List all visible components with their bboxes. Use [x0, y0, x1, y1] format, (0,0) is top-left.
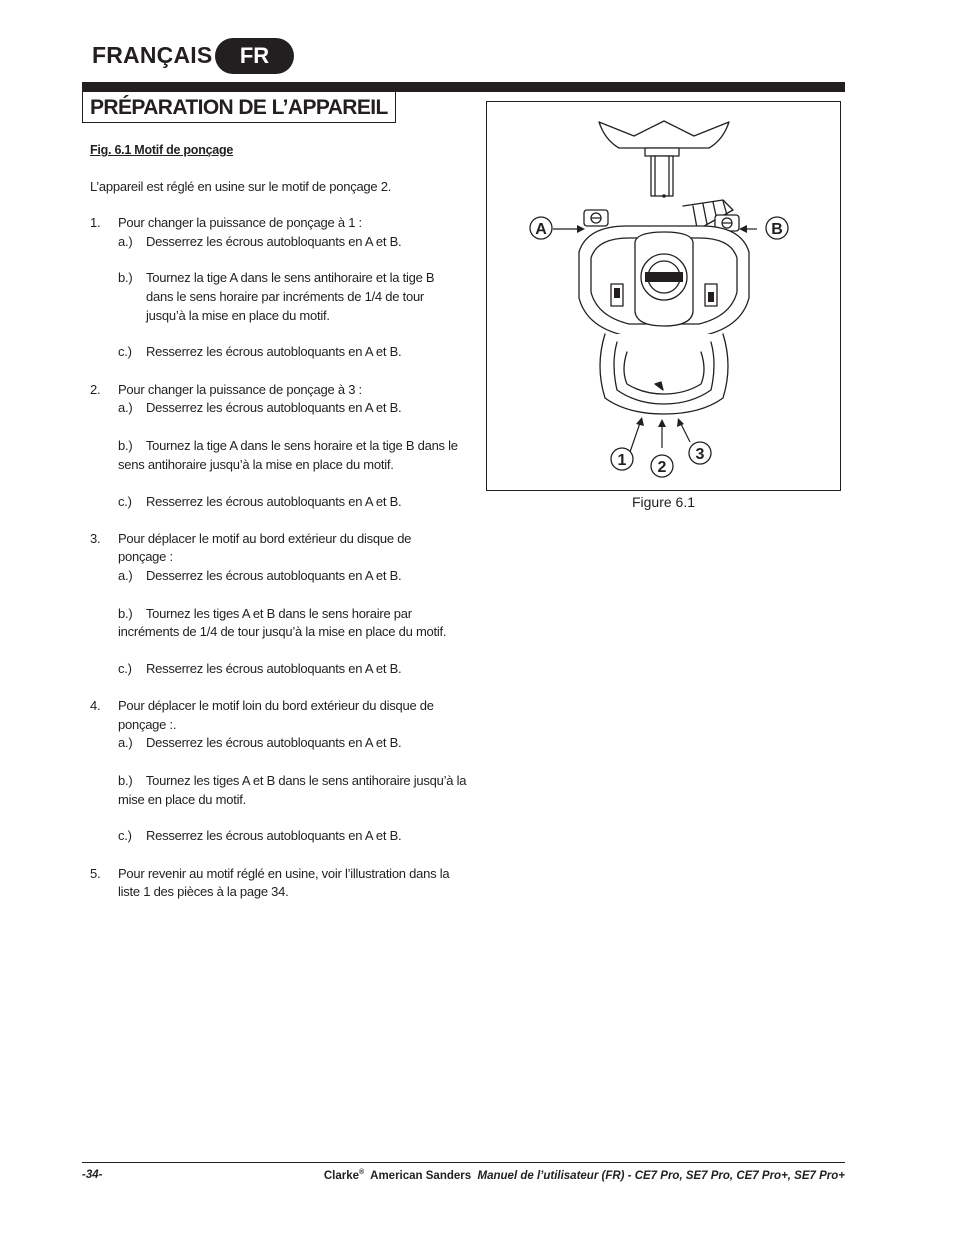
sander-head-drawing: [487, 102, 842, 492]
step-4-c: c.) Resserrez les écrous autobloquants en A et B.: [118, 828, 402, 844]
footer-manual: Manuel de l’utilisateur (FR) - CE7 Pro, SE7 Pro, CE7 Pro+, SE7 Pro+: [477, 1169, 845, 1182]
figure-reference-title: Fig. 6.1 Motif de ponçage: [90, 143, 234, 157]
step-2-c: c.) Resserrez les écrous autobloquants en A et B.: [118, 494, 402, 510]
page-number: -34-: [82, 1169, 103, 1181]
step-text: Pour changer la puissance de ponçage à 3 :: [118, 381, 362, 397]
step-text: Pour changer la puissance de ponçage à 1 :: [118, 215, 362, 231]
section-title: PRÉPARATION DE L’APPAREIL: [82, 92, 396, 123]
step-4: [90, 697, 473, 734]
step-1-b: b.) Tournez la tige A dans le sens antihoraire et la tige B dans le sens horaire par incréments de 1/4 de tour jusqu’à la mise en place du motif.: [118, 270, 435, 323]
footer-company: American Sanders: [370, 1169, 472, 1182]
callout-b-label: B: [771, 221, 783, 238]
step-number: 4.: [90, 698, 101, 714]
header-rule: [82, 82, 845, 92]
step-1: [90, 214, 470, 233]
step-number: 1.: [90, 215, 101, 231]
figure-caption: Figure 6.1: [631, 494, 696, 510]
step-text: Pour déplacer le motif au bord extérieur du disque de ponçage :: [118, 530, 412, 565]
footer-rule: [82, 1162, 845, 1163]
callout-1-label: 1: [617, 452, 627, 469]
step-2: [90, 381, 470, 400]
step-5: [90, 865, 463, 902]
language-badge: FR: [215, 38, 294, 74]
footer-brand: Clarke: [323, 1169, 359, 1182]
step-3-a: a.) Desserrez les écrous autobloquants en A et B.: [118, 567, 402, 583]
instructions-column: [90, 141, 470, 902]
step-text: Pour revenir au motif réglé en usine, voir l’illustration dans la liste 1 des pièces à la page 34.: [118, 865, 450, 900]
intro-text: L’appareil est réglé en usine sur le motif de ponçage 2.: [90, 178, 392, 194]
language-label: FRANÇAIS: [92, 42, 213, 68]
step-2-b: b.) Tournez la tige A dans le sens horaire et la tige B dans le sens antihoraire jusqu’à la mise en place du motif.: [118, 437, 458, 472]
step-3: [90, 530, 423, 567]
step-2-a: a.) Desserrez les écrous autobloquants en A et B.: [118, 400, 402, 416]
footer-manual-title: Clarke® American Sanders Manuel de l’utilisateur (FR) - CE7 Pro, SE7 Pro, CE7 Pro+, SE7 Pro+: [323, 1169, 845, 1182]
callout-3-label: 3: [695, 446, 705, 463]
step-number: 3.: [90, 530, 101, 546]
figure-6-1: [486, 101, 841, 491]
step-3-c: c.) Resserrez les écrous autobloquants en A et B.: [118, 660, 402, 676]
step-1-a: a.) Desserrez les écrous autobloquants en A et B.: [118, 233, 402, 249]
step-1-c: c.) Resserrez les écrous autobloquants en A et B.: [118, 344, 402, 360]
step-text: Pour déplacer le motif loin du bord extérieur du disque de ponçage :.: [118, 698, 434, 732]
callout-2-label: 2: [657, 459, 667, 476]
step-number: 2.: [90, 381, 101, 397]
step-number: 5.: [90, 865, 101, 881]
step-3-b: b.) Tournez les tiges A et B dans le sens horaire par incréments de 1/4 de tour jusqu’à la mise en place du motif.: [118, 605, 447, 640]
step-4-b: b.) Tournez les tiges A et B dans le sens antihoraire jusqu’à la mise en place du motif.: [118, 773, 467, 807]
step-4-a: a.) Desserrez les écrous autobloquants en A et B.: [118, 735, 402, 751]
callout-a-label: A: [535, 221, 547, 238]
